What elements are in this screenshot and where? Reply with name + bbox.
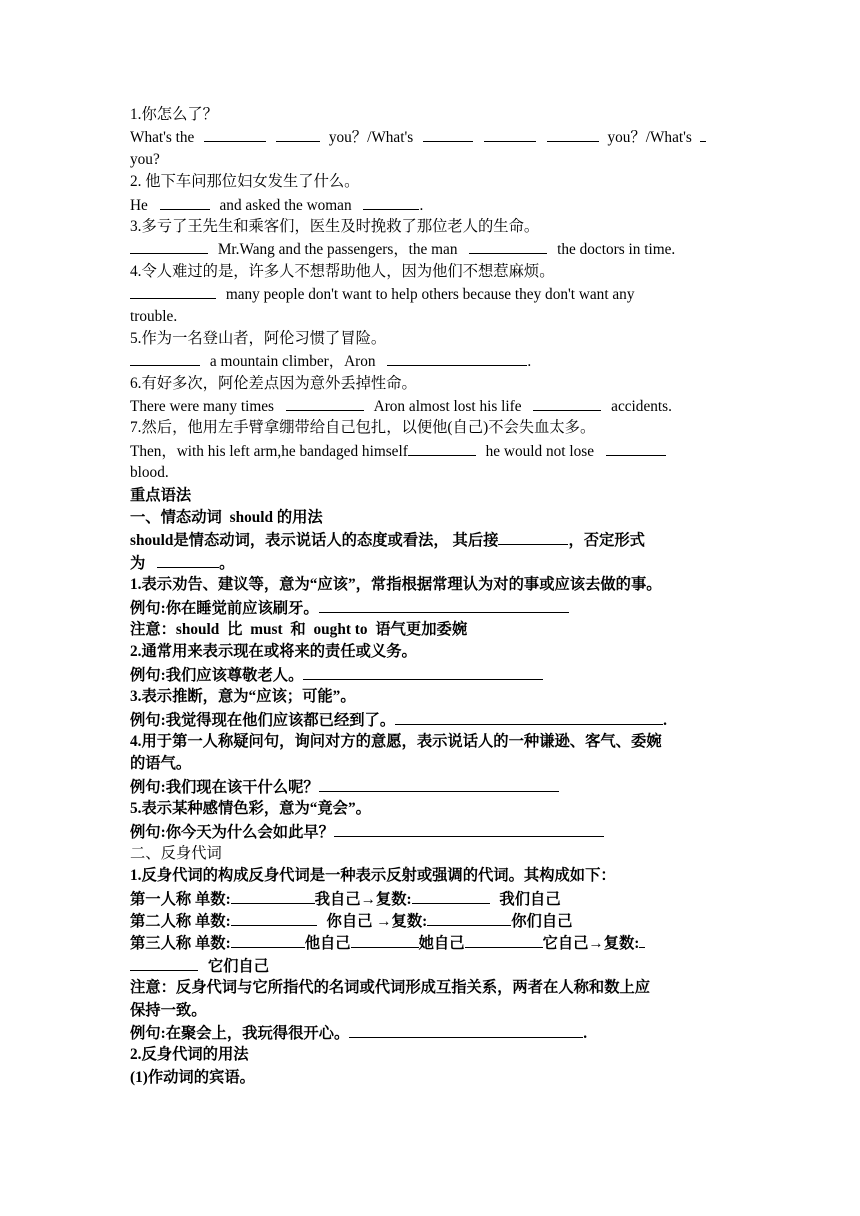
first-person-label: 第一人称 单数: [130,890,231,908]
section1-title-a: 一、情态动词 [130,509,222,527]
q5-chinese: 5.作为一名登山者，阿伦习惯了冒险。 [130,329,387,347]
point4-cont: 的语气。 [130,755,192,773]
note1-b: should [175,620,220,638]
q1-blank-4[interactable] [484,126,536,142]
q7-blank-1[interactable] [408,440,476,456]
point5-example [130,821,734,843]
point3: 3.表示推断，意为“应该；可能”。 [130,688,356,706]
q2-blank-1[interactable] [160,194,210,210]
section1-intro-blank-2[interactable] [157,552,219,568]
q1-text-c: you？/What's [607,129,692,147]
note1-e: 和 [290,620,306,638]
section1-title-b: should [229,509,273,527]
third-person-he: 他自己 [304,935,351,953]
q3-text-b: the doctors in time. [557,241,676,259]
q2-blank-2[interactable] [363,194,419,210]
second-person-label: 第二人称 单数: [130,913,231,931]
note1-c: 比 [227,620,243,638]
q6-blank-2[interactable] [533,395,601,411]
third-person-she-blank[interactable] [351,932,419,948]
note2: 注意：反身代词与它所指代的名词或代词形成互指关系，两者在人称和数上应 [130,979,651,997]
section1-intro-c: ，否定形式 [568,532,645,550]
note1 [130,619,734,641]
point2-example-blank[interactable] [303,664,543,680]
q1-text-a: What's the [130,129,195,147]
third-person-plural-blank[interactable] [130,955,198,971]
third-person-row [130,932,734,954]
second-person-row [130,910,734,932]
first-person-row [130,888,734,910]
q1-blank-3[interactable] [423,126,473,142]
q1-blank-6[interactable] [700,126,706,142]
note2-example [130,1022,734,1044]
third-person-row-cont [130,955,734,977]
q1-blank-1[interactable] [204,126,266,142]
point5-example-text: 例句:你今天为什么会如此早？ [130,823,334,841]
point4-example-blank[interactable] [319,776,559,792]
section2-point2: 2.反身代词的用法 [130,1046,249,1064]
point4-example [130,776,734,798]
point3-example-end: . [663,711,667,729]
q2-chinese: 2. 他下车问那位妇女发生了什么。 [130,173,360,191]
point5: 5.表示某种感情色彩，意为“竟会”。 [130,800,371,818]
point2: 2.通常用来表示现在或将来的责任或义务。 [130,643,417,661]
section1-intro-b: 是情态动词，表示说话人的态度或看法， 其后接 [173,532,499,550]
q5-text-a: a mountain climber，Aron [209,353,376,371]
q7-chinese: 7.然后，他用左手臂拿绷带给自己包扎，以便他(自己)不会失血太多。 [130,419,596,437]
q3-blank-1[interactable] [130,238,208,254]
grammar-heading: 重点语法 [130,486,192,504]
q6-blank-1[interactable] [286,395,364,411]
second-person-plural-blank[interactable] [427,910,511,926]
worksheet-page [130,104,734,1089]
q7-english-cont: blood. [130,464,169,482]
third-person-she: 她自己 [418,935,465,953]
section1-title [130,507,734,529]
point4-example-text: 例句:我们现在该干什么呢？ [130,778,319,796]
q3-chinese: 3.多亏了王先生和乘客们，医生及时挽救了那位老人的生命。 [130,217,540,235]
point1: 1.表示劝告、建议等，意为“应该”，常指根据常理认为对的事或应该去做的事。 [130,576,662,594]
second-person-mid: 你自己 →复数: [326,913,428,931]
q6-text-b: Aron almost lost his life [373,398,522,416]
q5-period: . [527,353,532,371]
second-person-singular-blank[interactable] [231,910,317,926]
section2-point2-1: (1)作动词的宾语。 [130,1068,255,1086]
q6-chinese: 6.有好多次，阿伦差点因为意外丢掉性命。 [130,374,417,392]
q7-text-a: Then，with his left arm,he bandaged himself [130,442,408,460]
section1-title-c: 的用法 [276,509,323,527]
q7-blank-2[interactable] [606,440,666,456]
first-person-mid: 我自己→复数: [314,890,412,908]
q3-text-a: Mr.Wang and the passengers，the man [217,241,458,259]
q2-english [130,194,734,216]
third-person-plural: 它们自己 [207,957,270,975]
point3-example [130,709,734,731]
q4-english [130,283,734,305]
q4-chinese: 4.令人难过的是，许多人不想帮助他人，因为他们不想惹麻烦。 [130,262,555,280]
point2-example [130,664,734,686]
q7-text-b: he would not lose [485,442,594,460]
q6-text-a: There were many times [130,398,274,416]
third-person-he-blank[interactable] [231,932,305,948]
note2-cont: 保持一致。 [130,1001,207,1019]
section1-intro-blank-1[interactable] [498,529,568,545]
q1-english [130,126,734,148]
third-person-it-blank[interactable] [465,932,543,948]
note1-d: must [250,620,283,638]
third-person-plural-blank-start[interactable] [639,932,645,948]
point5-example-blank[interactable] [334,821,604,837]
q1-chinese: 1.你怎么了？ [130,106,218,123]
section2-title: 二、反身代词 [130,844,222,862]
q3-blank-2[interactable] [469,238,547,254]
point1-example-text: 例句:你在睡觉前应该刷牙。 [130,599,319,617]
note2-example-text: 例句:在聚会上，我玩得很开心。 [130,1025,350,1043]
note1-f: ought to [313,620,368,638]
q1-text-b: you？/What's [328,129,414,147]
section2-point1: 1.反身代词的构成反身代词是一种表示反射或强调的代词。其构成如下： [130,867,616,885]
point1-example-blank[interactable] [319,597,569,613]
q7-english [130,440,734,462]
point2-example-text: 例句:我们应该尊敬老人。 [130,666,304,684]
note1-g: 语气更加委婉 [375,620,468,638]
q1-blank-5[interactable] [547,126,599,142]
section1-intro-cont [130,552,734,574]
third-person-it: 它自己→复数: [542,935,640,953]
q1-english-cont: you? [130,150,160,168]
q2-text-b: and asked the woman [219,196,352,214]
point4: 4.用于第一人称疑问句，询问对方的意愿，表示说话人的一种谦逊、客气、委婉 [130,732,662,750]
first-person-end: 我们自己 [499,890,561,908]
q5-blank-2[interactable] [387,350,527,366]
section1-intro-a: should [130,532,174,550]
note2-example-end: . [583,1025,588,1043]
q2-text-a: He [130,196,148,214]
q3-english [130,238,734,260]
first-person-singular-blank[interactable] [231,888,315,904]
point1-example [130,597,734,619]
note1-a: 注意： [130,620,176,638]
q5-english [130,350,734,372]
point3-example-blank[interactable] [395,709,663,725]
q4-english-cont: trouble. [130,307,178,325]
note2-example-blank[interactable] [349,1022,583,1038]
section1-intro-d: 为 [130,554,146,572]
third-person-label: 第三人称 单数: [130,935,231,953]
q2-period: . [419,196,424,214]
q6-text-c: accidents. [611,398,672,416]
section1-intro [130,529,734,551]
q6-english [130,395,734,417]
first-person-plural-blank[interactable] [412,888,490,904]
second-person-end: 你们自己 [511,913,573,931]
q5-blank-1[interactable] [130,350,200,366]
q4-blank-1[interactable] [130,283,216,299]
section1-intro-end: 。 [219,554,235,572]
q1-blank-2[interactable] [276,126,320,142]
q4-text-a: many people don't want to help others because they don't want any [225,286,635,304]
point3-example-text: 例句:我觉得现在他们应该都已经到了。 [130,711,396,729]
